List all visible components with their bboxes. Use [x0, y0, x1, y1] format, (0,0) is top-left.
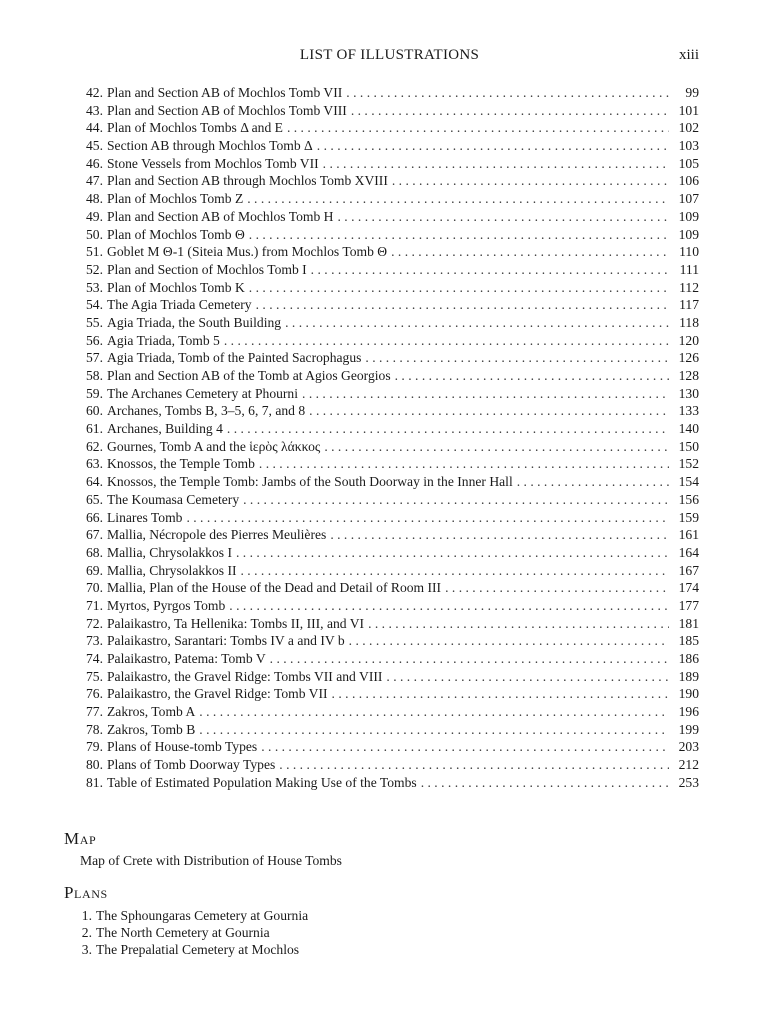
list-item	[70, 172, 699, 190]
item-title: Mallia, Chrysolakkos II	[107, 562, 237, 578]
item-title: Myrtos, Pyrgos Tomb	[107, 597, 226, 613]
list-item	[70, 526, 699, 544]
list-item	[70, 332, 699, 350]
list-item	[70, 84, 699, 102]
list-item	[70, 597, 699, 615]
item-number: 49.	[86, 208, 103, 224]
item-page: 196	[678, 704, 699, 720]
item-number: 57.	[86, 350, 103, 366]
item-title: Plans of House-tomb Types	[107, 739, 258, 755]
item-number: 54.	[86, 297, 103, 313]
list-item	[70, 473, 699, 491]
item-title: Knossos, the Temple Tomb	[107, 456, 255, 472]
item-page: 99	[685, 85, 699, 100]
item-title: Palaikastro, Patema: Tomb V	[107, 651, 266, 666]
item-page: 130	[678, 385, 699, 401]
item-number: 70.	[86, 580, 103, 596]
item-title: Agia Triada, Tomb 5	[107, 332, 220, 348]
item-title: Palaikastro, the Gravel Ridge: Tomb VII	[107, 686, 328, 702]
list-item	[70, 137, 699, 155]
item-title: Table of Estimated Population Making Use of the Tombs	[107, 774, 417, 790]
list-item	[70, 455, 699, 473]
item-page: 150	[678, 438, 699, 454]
item-number: 78.	[86, 721, 103, 737]
item-title: Plan and Section AB through Mochlos Tomb XVIII	[107, 173, 388, 189]
item-page: 106	[678, 173, 699, 189]
list-item	[70, 402, 699, 420]
list-item	[70, 226, 699, 244]
item-title: Palaikastro, Sarantari: Tombs IV a and IV b	[107, 633, 345, 649]
dot-leader	[361, 349, 669, 367]
item-title: Plan and Section AB of Mochlos Tomb VII	[107, 85, 343, 100]
item-title: Goblet M Θ-1 (Siteia Mus.) from Mochlos Tomb Θ	[107, 244, 388, 260]
item-page: 154	[678, 474, 699, 490]
dot-leader	[245, 226, 669, 244]
item-title: Linares Tomb	[107, 509, 183, 525]
item-title: Palaikastro, Ta Hellenika: Tombs II, III, and VI	[107, 615, 365, 631]
dot-leader	[319, 155, 669, 173]
dot-leader	[275, 756, 669, 774]
list-item	[70, 296, 699, 314]
list-item	[70, 509, 699, 527]
item-title: Plans of Tomb Doorway Types	[107, 757, 276, 773]
dot-leader	[225, 597, 669, 615]
item-title: The Archanes Cemetery at Phourni	[107, 385, 299, 401]
item-number: 56.	[86, 332, 103, 348]
item-page: 174	[678, 580, 699, 596]
item-title: Mallia, Plan of the House of the Dead and Detail of Room III	[107, 580, 442, 596]
list-item	[70, 190, 699, 208]
item-number: 55.	[86, 314, 103, 330]
map-section-heading: Map	[64, 829, 97, 848]
dot-leader	[441, 579, 669, 597]
item-title: Archanes, Tombs B, 3–5, 6, 7, and 8	[107, 403, 306, 419]
item-title: Palaikastro, the Gravel Ridge: Tombs VII and VIII	[107, 668, 383, 684]
item-number: 62.	[86, 438, 103, 454]
item-page: 103	[678, 138, 699, 154]
dot-leader	[342, 84, 669, 102]
item-page: 118	[679, 314, 699, 330]
item-number: 44.	[86, 120, 103, 136]
list-item	[70, 261, 699, 279]
dot-leader	[257, 738, 669, 756]
item-number: 47.	[86, 173, 103, 189]
item-page: 164	[678, 544, 699, 560]
dot-leader	[237, 562, 670, 580]
item-title: Mallia, Chrysolakkos I	[107, 544, 232, 560]
plan-number: 2.	[81, 925, 92, 940]
list-item	[70, 632, 699, 650]
item-title: Section AB through Mochlos Tomb Δ	[107, 138, 313, 154]
item-number: 79.	[86, 739, 103, 755]
item-title: Archanes, Building 4	[107, 421, 223, 437]
item-number: 72.	[86, 615, 103, 631]
item-number: 74.	[86, 651, 103, 666]
item-title: The Agia Triada Cemetery	[107, 297, 252, 313]
list-item	[70, 420, 699, 438]
item-number: 69.	[86, 562, 103, 578]
list-item	[70, 119, 699, 137]
dot-leader	[255, 455, 669, 473]
dot-leader	[266, 650, 669, 668]
item-page: 140	[678, 421, 699, 437]
item-title: Plan and Section AB of Mochlos Tomb H	[107, 208, 334, 224]
dot-leader	[232, 544, 669, 562]
item-number: 58.	[86, 368, 103, 383]
item-page: 109	[678, 226, 699, 242]
list-item	[70, 685, 699, 703]
dot-leader	[326, 526, 669, 544]
dot-leader	[245, 279, 669, 297]
list-item	[70, 208, 699, 226]
item-page: 126	[678, 350, 699, 366]
plan-title: The Prepalatial Cemetery at Mochlos	[96, 942, 300, 957]
item-number: 77.	[86, 704, 103, 720]
item-number: 71.	[86, 597, 103, 613]
item-title: Plan and Section of Mochlos Tomb I	[107, 261, 307, 277]
item-number: 73.	[86, 633, 103, 649]
item-number: 75.	[86, 668, 103, 684]
item-title: Plan of Mochlos Tomb Z	[107, 191, 244, 207]
list-item	[70, 243, 699, 261]
dot-leader	[195, 721, 669, 739]
dot-leader	[298, 385, 669, 403]
item-page: 190	[678, 686, 699, 702]
item-title: The Koumasa Cemetery	[107, 491, 240, 507]
dot-leader	[334, 208, 670, 226]
item-page: 177	[678, 597, 699, 613]
item-page: 159	[678, 509, 699, 525]
dot-leader	[283, 119, 669, 137]
plans-section-heading: Plans	[64, 883, 108, 902]
item-page: 185	[678, 633, 699, 649]
dot-leader	[364, 615, 669, 633]
dot-leader	[223, 420, 669, 438]
item-title: Zakros, Tomb B	[107, 721, 196, 737]
dot-leader	[239, 491, 669, 509]
item-number: 52.	[86, 261, 103, 277]
list-item	[70, 385, 699, 403]
item-number: 43.	[86, 102, 103, 118]
plan-title: The Sphoungaras Cemetery at Gournia	[96, 908, 309, 923]
item-page: 110	[679, 244, 699, 260]
item-page: 189	[678, 668, 699, 684]
dot-leader	[417, 774, 669, 792]
plan-item	[64, 924, 308, 941]
list-item	[70, 668, 699, 686]
item-number: 42.	[86, 85, 103, 100]
item-title: Plan and Section AB of the Tomb at Agios Georgios	[107, 368, 391, 383]
item-page: 199	[678, 721, 699, 737]
item-page: 203	[678, 739, 699, 755]
item-title: Gournes, Tomb A and the ἱερὸς λάκκος	[107, 438, 321, 454]
item-number: 66.	[86, 509, 103, 525]
list-item	[70, 314, 699, 332]
item-page: 112	[679, 279, 699, 295]
list-item	[70, 279, 699, 297]
item-number: 50.	[86, 226, 103, 242]
item-page: 156	[678, 491, 699, 507]
item-number: 68.	[86, 544, 103, 560]
list-item	[70, 438, 699, 456]
running-header	[80, 47, 699, 67]
item-title: Agia Triada, Tomb of the Painted Sacrophagus	[107, 350, 362, 366]
page-title: LIST OF ILLUSTRATIONS	[299, 47, 480, 63]
dot-leader	[513, 473, 669, 491]
dot-leader	[382, 668, 669, 686]
item-number: 63.	[86, 456, 103, 472]
list-item	[70, 491, 699, 509]
dot-leader	[243, 190, 669, 208]
item-page: 253	[678, 774, 699, 790]
item-number: 64.	[86, 474, 103, 490]
dot-leader	[313, 137, 669, 155]
dot-leader	[347, 102, 669, 120]
dot-leader	[307, 261, 669, 279]
list-item	[70, 367, 699, 385]
item-page: 117	[679, 297, 699, 313]
item-number: 81.	[86, 774, 103, 790]
item-number: 76.	[86, 686, 103, 702]
list-item	[70, 579, 699, 597]
plan-item	[64, 907, 308, 924]
item-page: 107	[678, 191, 699, 207]
plans-list	[64, 907, 308, 958]
list-item	[70, 155, 699, 173]
item-number: 53.	[86, 279, 103, 295]
list-item	[70, 102, 699, 120]
dot-leader	[195, 703, 669, 721]
item-number: 61.	[86, 421, 103, 437]
item-number: 67.	[86, 527, 103, 543]
list-item	[70, 738, 699, 756]
list-item	[70, 756, 699, 774]
item-number: 59.	[86, 385, 103, 401]
item-title: Mallia, Nécropole des Pierres Meulières	[107, 527, 327, 543]
item-title: Knossos, the Temple Tomb: Jambs of the South Doorway in the Inner Hall	[107, 474, 513, 490]
item-number: 51.	[86, 244, 103, 260]
plan-number: 1.	[81, 908, 92, 923]
dot-leader	[182, 509, 669, 527]
item-page: 128	[678, 368, 699, 383]
item-title: Plan of Mochlos Tombs Δ and E	[107, 120, 283, 136]
item-number: 65.	[86, 491, 103, 507]
item-page: 133	[678, 403, 699, 419]
item-number: 60.	[86, 403, 103, 419]
item-title: Plan of Mochlos Tomb K	[107, 279, 245, 295]
dot-leader	[387, 243, 669, 261]
list-item	[70, 721, 699, 739]
item-page: 105	[678, 155, 699, 171]
dot-leader	[391, 367, 669, 385]
item-number: 46.	[86, 155, 103, 171]
list-item	[70, 544, 699, 562]
item-page: 161	[678, 527, 699, 543]
item-title: Plan and Section AB of Mochlos Tomb VIII	[107, 102, 347, 118]
item-number: 80.	[86, 757, 103, 773]
item-page: 120	[678, 332, 699, 348]
list-item	[70, 615, 699, 633]
list-item	[70, 349, 699, 367]
dot-leader	[220, 332, 669, 350]
item-title: Plan of Mochlos Tomb Θ	[107, 226, 245, 242]
item-page: 186	[678, 651, 699, 666]
plan-title: The North Cemetery at Gournia	[96, 925, 270, 940]
list-item	[70, 774, 699, 792]
list-item	[70, 562, 699, 580]
illustrations-list	[70, 84, 699, 792]
item-page: 181	[678, 615, 699, 631]
list-item	[70, 650, 699, 668]
item-page: 111	[679, 261, 699, 277]
item-page: 109	[678, 208, 699, 224]
item-page: 152	[678, 456, 699, 472]
item-title: Agia Triada, the South Building	[107, 314, 282, 330]
dot-leader	[328, 685, 669, 703]
dot-leader	[320, 438, 669, 456]
dot-leader	[345, 632, 669, 650]
page-number: xiii	[678, 47, 699, 63]
item-page: 101	[678, 102, 699, 118]
plan-number: 3.	[81, 942, 92, 957]
item-page: 212	[678, 757, 699, 773]
item-title: Zakros, Tomb A	[107, 704, 196, 720]
item-number: 48.	[86, 191, 103, 207]
list-item	[70, 703, 699, 721]
map-item: Map of Crete with Distribution of House Tombs	[80, 853, 342, 868]
dot-leader	[388, 172, 669, 190]
dot-leader	[305, 402, 669, 420]
plan-item	[64, 941, 308, 958]
item-page: 167	[678, 562, 699, 578]
item-page: 102	[678, 120, 699, 136]
item-number: 45.	[86, 138, 103, 154]
item-title: Stone Vessels from Mochlos Tomb VII	[107, 155, 319, 171]
dot-leader	[252, 296, 669, 314]
dot-leader	[281, 314, 669, 332]
